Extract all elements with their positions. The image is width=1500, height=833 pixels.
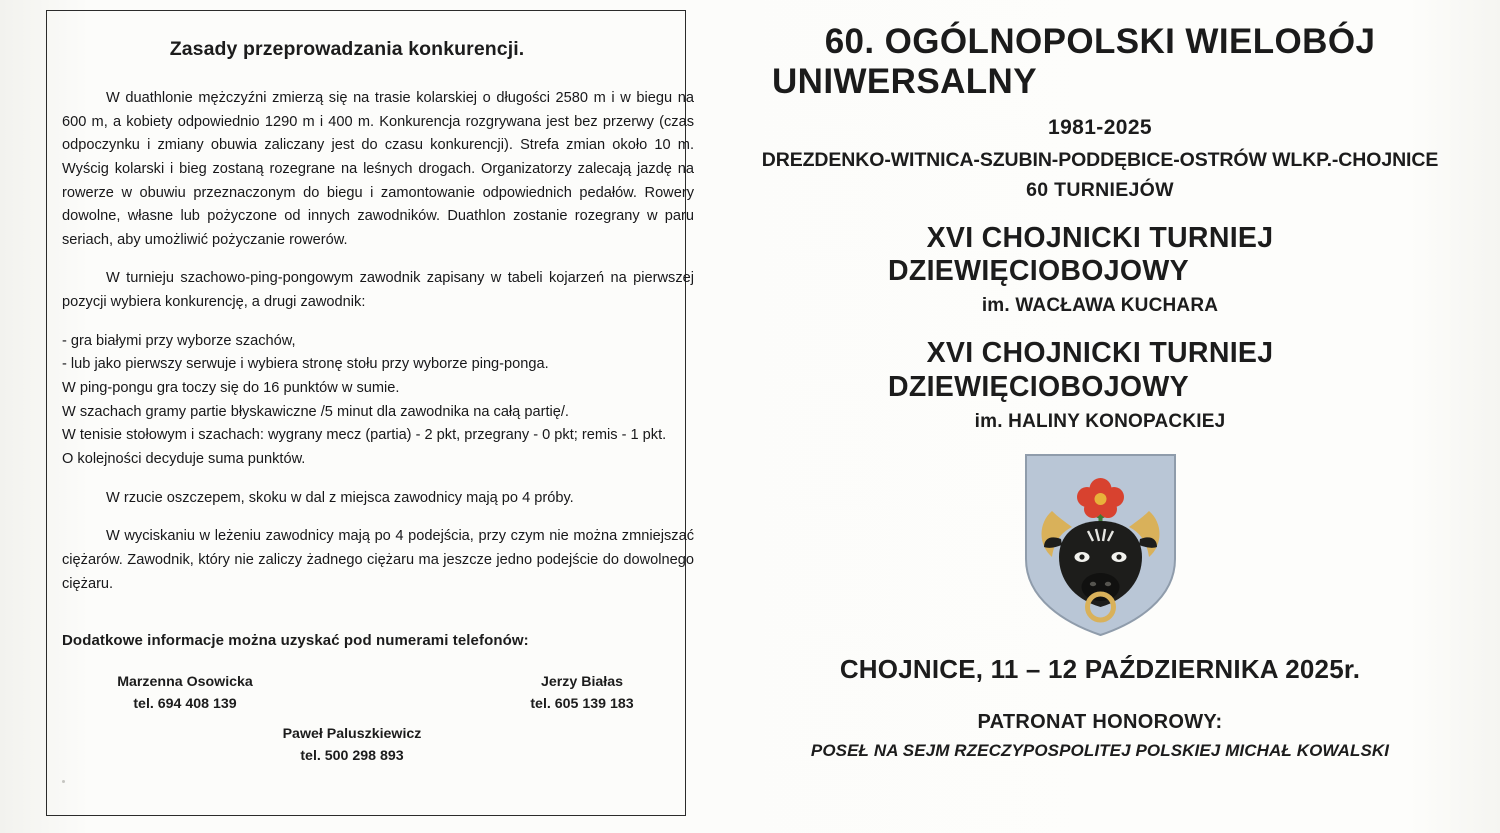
rules-paragraph: W wyciskaniu w leżeniu zawodnicy mają po 4 podejścia, przy czym nie można zmniejszać ciężarów. Zawodnik, który nie zaliczy żadnego ciężaru ma jeszcze jedno podejście do dowolnego ciężaru. [62, 528, 694, 592]
tournament-count: 60 TURNIEJÓW [1026, 178, 1174, 201]
contact-name: Paweł Paluszkiewicz [282, 726, 422, 743]
rules-bullet: - lub jako pierwszy serwuje i wybiera stronę stołu przy wyborze ping-ponga. [62, 356, 549, 373]
crest-chojnice-bull-icon [1008, 447, 1193, 642]
main-title-line1: 60. OGÓLNOPOLSKI WIELOBÓJ [824, 22, 1376, 61]
rules-paragraph: W turnieju szachowo-ping-pongowym zawodnik zapisany w tabeli kojarzeń na pierwszej pozycji wybiera konkurencję, a drugi zawodnik: [62, 270, 694, 311]
rules-bullet: O kolejności decyduje suma punktów. [62, 450, 306, 467]
honorary-patronage-person: POSEŁ NA SEJM RZECZYPOSPOLITEJ POLSKIEJ MICHAŁ KOWALSKI [810, 741, 1390, 761]
contact-phone: tel. 605 139 183 [530, 696, 634, 713]
contact-name: Marzenna Osowicka [117, 674, 253, 691]
rules-bullet: - gra białymi przy wyborze szachów, [62, 332, 296, 349]
contact-item [90, 671, 280, 715]
rules-title: Zasady przeprowadzania konkurencji. [169, 38, 525, 60]
host-cities: DREZDENKO-WITNICA-SZUBIN-PODDĘBICE-OSTRÓW WLKP.-CHOJNICE [761, 148, 1439, 171]
contact-heading: Dodatkowe informacje można uzyskać pod numerami telefonów: [62, 632, 529, 650]
paper-speck [62, 780, 65, 783]
rules-bullet: W ping-pongu gra toczy się do 16 punktów w sumie. [62, 380, 400, 397]
crest-container [700, 447, 1500, 642]
contact-name: Jerzy Białas [540, 674, 624, 691]
years-range: 1981-2025 [1047, 115, 1153, 139]
tournament-two-patron: im. HALINY KONOPACKIEJ [974, 411, 1226, 433]
event-panel [700, 0, 1500, 833]
tournament-one-line1: XVI CHOJNICKI TURNIEJ [926, 221, 1274, 254]
tournament-two-title [700, 337, 1500, 404]
rules-body [62, 87, 694, 596]
tournament-one-line2: DZIEWIĘCIOBOJOWY [888, 255, 1189, 288]
tournament-two-line1: XVI CHOJNICKI TURNIEJ [926, 337, 1274, 370]
contact-item [242, 723, 462, 767]
rules-paragraph: W duathlonie mężczyźni zmierzą się na trasie kolarskiej o długości 2580 m i w biegu na 600 m, a kobiety odpowiednio 1290 m i 400 m. Konkurencja rozgrywana jest bez przerwy (czas odpoczynku i zmiany obuwia zaliczany jest do czasu konkurencji). Strefa zmian około 10 m. Wyścig kolarski i bieg zostaną rozegrane na leśnych drogach. Organizatorzy zalecają jazdę na rowerze w obuwiu przeznaczonym do biegu i zamontowanie odpowiednich pedałów. Rowery dowolne, własne lub pożyczone od innych zawodników. Duathlon zostanie rozegrany w paru seriach, aby umożliwić pożyczanie rowerów. [62, 90, 694, 248]
rules-bullet: W tenisie stołowym i szachach: wygrany mecz (partia) - 2 pkt, przegrany - 0 pkt; remis - 1 pkt. [62, 427, 667, 444]
contact-phone: tel. 694 408 139 [133, 696, 237, 713]
main-title [700, 22, 1500, 102]
rules-content [62, 38, 694, 765]
tournament-two-line2: DZIEWIĘCIOBOJOWY [888, 370, 1189, 403]
main-title-line2: UNIWERSALNY [772, 61, 1037, 101]
rules-paragraph: W rzucie oszczepem, skoku w dal z miejsca zawodnicy mają po 4 próby. [106, 489, 574, 506]
tournament-one-patron: im. WACŁAWA KUCHARA [981, 295, 1219, 317]
contact-phone: tel. 500 298 893 [300, 748, 404, 765]
honorary-patronage-label: PATRONAT HONOROWY: [977, 711, 1223, 734]
contact-item [482, 671, 682, 715]
tournament-one-title [700, 222, 1500, 289]
event-date: CHOJNICE, 11 – 12 PAŹDZIERNIKA 2025r. [839, 654, 1361, 685]
rules-bullet: W szachach gramy partie błyskawiczne /5 minut dla zawodnika na całą partię/. [62, 403, 569, 420]
rules-panel [0, 0, 700, 833]
